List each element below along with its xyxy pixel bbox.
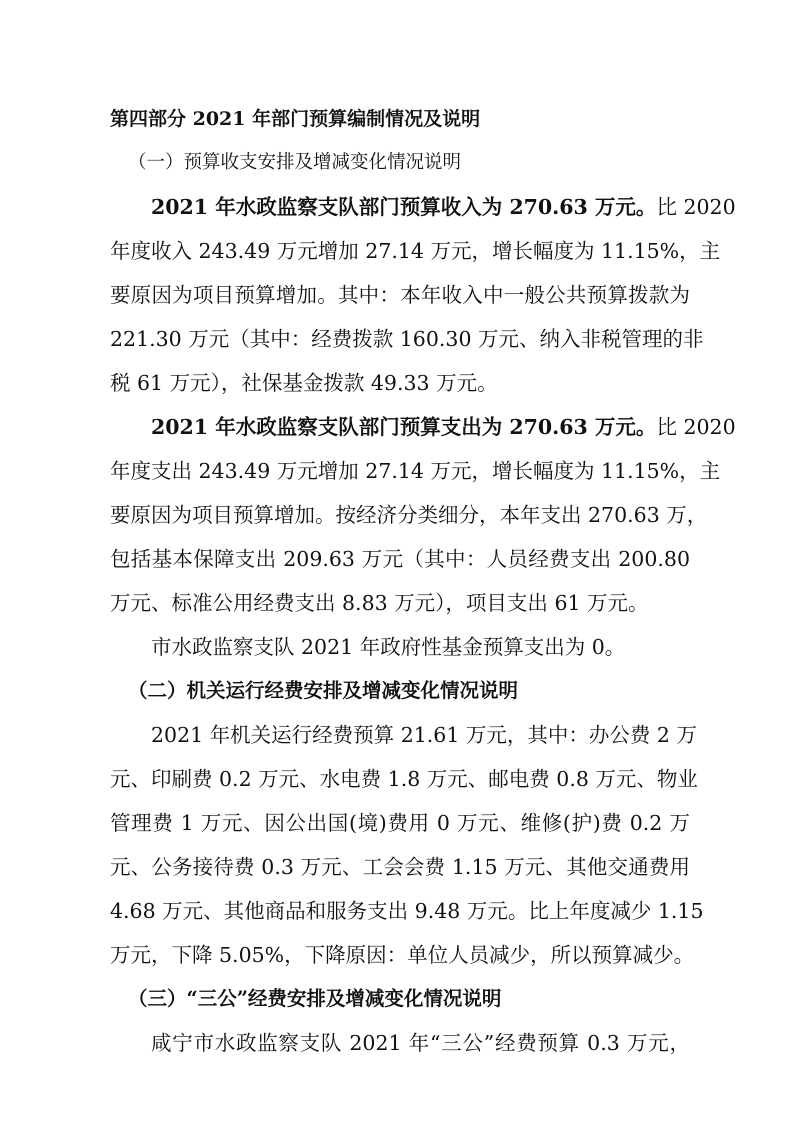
- section-title: 第四部分 2021 年部门预算编制情况及说明: [110, 108, 481, 130]
- paragraph-1-line-5: 税 61 万元），社保基金拨款 49.33 万元。: [110, 371, 498, 395]
- paragraph-4-line-5: 4.68 万元、其他商品和服务支出 9.48 万元。比上年度减少 1.15: [110, 899, 704, 923]
- paragraph-1-line-2: 年度收入 243.49 万元增加 27.14 万元，增长幅度为 11.15%，主: [110, 239, 721, 263]
- paragraph-1-line-3: 要原因为项目预算增加。其中：本年收入中一般公共预算拨款为: [110, 283, 690, 307]
- paragraph-4-line-2: 元、印刷费 0.2 万元、水电费 1.8 万元、邮电费 0.8 万元、物业: [110, 767, 698, 791]
- paragraph-2-line-5: 万元、标准公用经费支出 8.83 万元），项目支出 61 万元。: [110, 591, 649, 615]
- paragraph-2-lead-rest: 比 2020: [656, 415, 736, 439]
- paragraph-1-bold-lead: 2021 年水政监察支队部门预算收入为 270.63 万元。: [151, 195, 657, 219]
- paragraph-4-line-3: 管理费 1 万元、因公出国(境)费用 0 万元、维修(护)费 0.2 万: [110, 811, 690, 835]
- paragraph-2-bold-lead: 2021 年水政监察支队部门预算支出为 270.63 万元。: [151, 415, 657, 439]
- paragraph-1-lead-rest: 比 2020: [656, 195, 736, 219]
- subsection-title-2: （二）机关运行经费安排及增减变化情况说明: [128, 679, 519, 702]
- paragraph-1-line-4: 221.30 万元（其中：经费拨款 160.30 万元、纳入非税管理的非: [110, 327, 704, 351]
- paragraph-3: 市水政监察支队 2021 年政府性基金预算支出为 0。: [151, 635, 626, 659]
- subsection-title-1: （一）预算收支安排及增减变化情况说明: [128, 152, 462, 173]
- paragraph-2-line-3: 要原因为项目预算增加。按经济分类细分，本年支出 270.63 万，: [110, 503, 708, 527]
- paragraph-2-line-1: [151, 412, 736, 442]
- paragraph-1-line-1: [151, 192, 736, 222]
- paragraph-4-line-1: 2021 年机关运行经费预算 21.61 万元，其中：办公费 2 万: [151, 723, 697, 747]
- paragraph-2-line-2: 年度支出 243.49 万元增加 27.14 万元，增长幅度为 11.15%，主: [110, 459, 721, 483]
- paragraph-2-line-4: 包括基本保障支出 209.63 万元（其中：人员经费支出 200.80: [110, 547, 690, 571]
- paragraph-4-line-4: 元、公务接待费 0.3 万元、工会会费 1.15 万元、其他交通费用: [110, 855, 690, 879]
- subsection-title-3: （三）“三公”经费安排及增减变化情况说明: [128, 987, 502, 1010]
- paragraph-5-line-1: 咸宁市水政监察支队 2021 年“三公”经费预算 0.3 万元，: [151, 1031, 690, 1055]
- paragraph-4-line-6: 万元，下降 5.05%，下降原因：单位人员减少，所以预算减少。: [110, 943, 695, 967]
